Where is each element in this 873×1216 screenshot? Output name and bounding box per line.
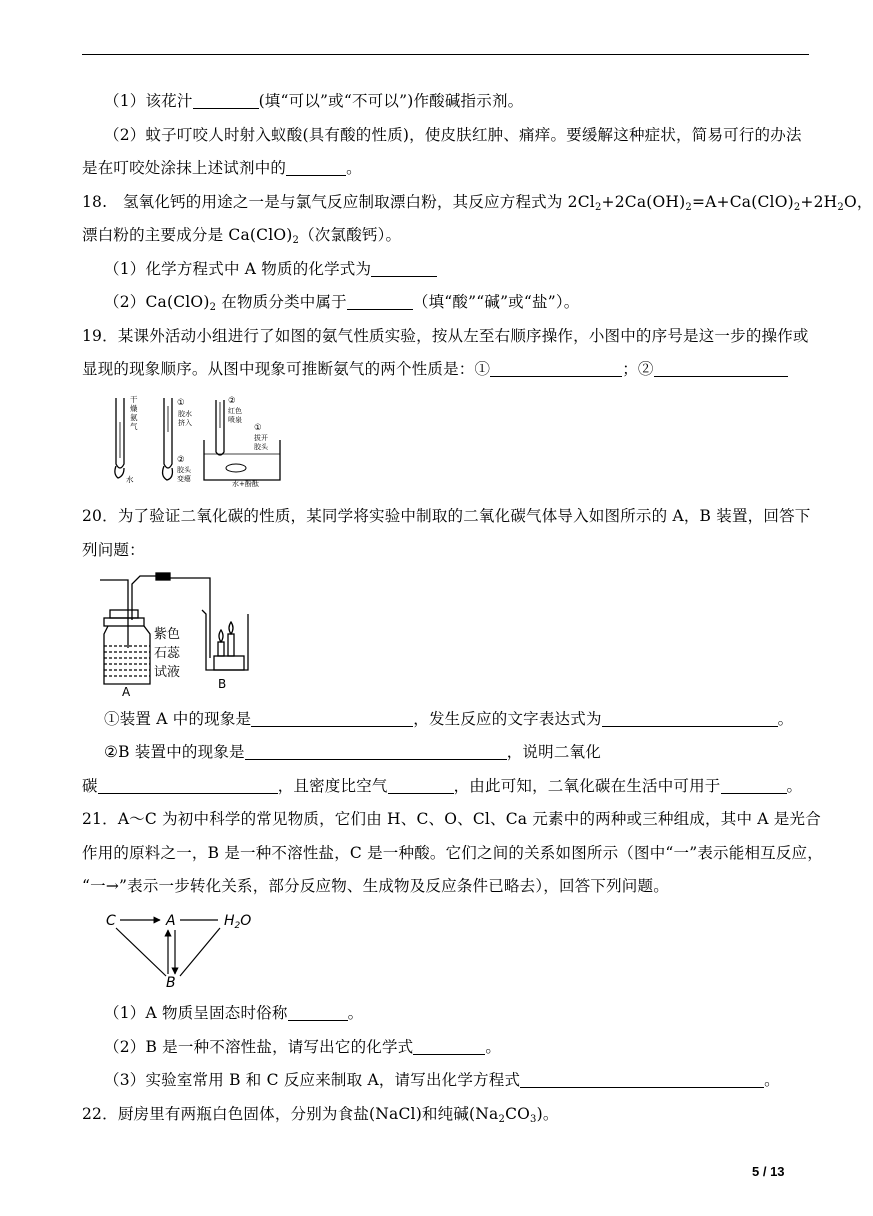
svg-text:红色: 红色 (228, 407, 242, 415)
q22-stem-line1: 22．厨房里有两瓶白色固体，分别为食盐(NaCl)和纯碱$(Na_2CO_3)$。 (82, 1105, 559, 1125)
answer-blank[interactable] (520, 1071, 764, 1088)
answer-blank[interactable] (98, 777, 278, 794)
svg-text:②: ② (177, 455, 185, 465)
q18-stem-line1: 18. 氢氧化钙的用途之一是与氯气反应制取漂白粉，其反应方程式为 $2Cl_2+2Ca(OH)_2=A+Ca(ClO)_2+2H_2O$， (82, 193, 873, 213)
q17-part1: （1）该花汁 (填“可以”或“不可以”)作酸碱指示剂。 (104, 92, 524, 110)
co2-apparatus-figure (96, 572, 262, 698)
svg-text:A: A (166, 913, 176, 929)
svg-text:胶水: 胶水 (178, 410, 192, 418)
q21-stem-line1: 21．A～C 为初中科学的常见物质，它们由 H、C、O、Cl、Ca 元素中的两种或三种组成，其中 A 是光合 (82, 810, 821, 828)
q18-part2: $(2)Ca(ClO)_2$ 在物质分类中属于 （填“酸”“碱”或“盐”）。 (104, 293, 580, 313)
substance-relation-diagram (104, 908, 272, 991)
q20-part2: ②B 装置中的现象是 ，说明二氧化 (104, 743, 601, 761)
svg-text:石蕊: 石蕊 (154, 646, 181, 661)
svg-text:气: 气 (130, 422, 138, 431)
q21-stem-line2: 作用的原料之一，B 是一种不溶性盐，C 是一种酸。它们之间的关系如图所示（图中“一”表示能相互反应， (82, 844, 823, 862)
q20-part3: 碳 ，且密度比空气 ，由此可知，二氧化碳在生活中可用于 。 (82, 777, 803, 795)
svg-text:A: A (122, 685, 131, 699)
q21-part2: （2）B 是一种不溶性盐，请写出它的化学式 。 (104, 1038, 502, 1056)
q21-part3: （3）实验室常用 B 和 C 反应来制取 A，请写出化学方程式 。 (104, 1071, 780, 1089)
answer-blank[interactable] (251, 710, 413, 727)
answer-blank[interactable] (602, 710, 778, 727)
q20-stem-line1: 20．为了验证二氧化碳的性质，某同学将实验中制取的二氧化碳气体导入如图所示的 A，B 装置，回答下 (82, 507, 811, 525)
answer-blank[interactable] (371, 260, 437, 277)
svg-text:挤入: 挤入 (178, 419, 192, 427)
answer-blank[interactable] (288, 1004, 348, 1021)
svg-text:B: B (218, 677, 227, 691)
q21-part1: （1）A 物质呈固态时俗称 。 (104, 1004, 364, 1022)
svg-text:试液: 试液 (154, 665, 181, 680)
svg-text:胶头: 胶头 (177, 466, 191, 474)
q17-part2-line2: 是在叮咬处涂抹上述试剂中的 。 (82, 159, 362, 177)
svg-text:拔开: 拔开 (254, 434, 268, 442)
svg-text:变瘪: 变瘪 (177, 475, 191, 483)
q21-stem-line3: “一→”表示一步转化关系，部分反应物、生成物及反应条件已略去），回答下列问题。 (82, 877, 669, 895)
q17-part2-line1: （2）蚊子叮咬人时射入蚁酸(具有酸的性质)，使皮肤红肿、痛痒。要缓解这种症状，简易可行的办法 (104, 126, 802, 144)
header-rule (82, 54, 809, 55)
svg-text:B: B (166, 975, 176, 991)
page-number: 5 / 13 (752, 1164, 785, 1179)
answer-blank[interactable] (721, 777, 787, 794)
answer-blank[interactable] (654, 360, 788, 377)
svg-text:水+酚酞: 水+酚酞 (232, 480, 259, 488)
svg-text:②: ② (228, 396, 236, 406)
answer-blank[interactable] (245, 743, 507, 760)
svg-text:水: 水 (126, 475, 134, 484)
q20-stem-line2: 列问题： (82, 541, 145, 559)
svg-text:胶头: 胶头 (254, 443, 268, 451)
q18-stem-line2: 漂白粉的主要成分是 $Ca(ClO)_2$（次氯酸钙）。 (82, 226, 402, 246)
answer-blank[interactable] (490, 360, 622, 377)
svg-text:H2O: $H_2O$ (224, 913, 252, 931)
svg-text:①: ① (254, 423, 262, 433)
svg-text:干: 干 (130, 395, 138, 404)
q19-stem-line1: 19．某课外活动小组进行了如图的氨气性质实验，按从左至右顺序操作，小图中的序号是这一步的操作或 (82, 327, 809, 345)
answer-blank[interactable] (347, 293, 413, 310)
answer-blank[interactable] (193, 92, 259, 109)
ammonia-experiment-figure (104, 392, 284, 488)
q19-stem-line2: 显现的现象顺序。从图中现象可推断氨气的两个性质是：① ；② (82, 358, 788, 380)
answer-blank[interactable] (388, 777, 454, 794)
svg-text:氨: 氨 (130, 413, 138, 422)
svg-text:紫色: 紫色 (154, 627, 181, 642)
q20-part1: ①装置 A 中的现象是 ，发生反应的文字表达式为 。 (104, 710, 794, 728)
svg-text:燥: 燥 (130, 404, 138, 413)
svg-text:喷泉: 喷泉 (228, 416, 242, 424)
answer-blank[interactable] (413, 1038, 485, 1055)
svg-text:C: C (106, 913, 116, 929)
q18-part1: （1）化学方程式中 A 物质的化学式为 (104, 258, 437, 280)
svg-text:①: ① (177, 398, 185, 408)
answer-blank[interactable] (286, 159, 346, 176)
